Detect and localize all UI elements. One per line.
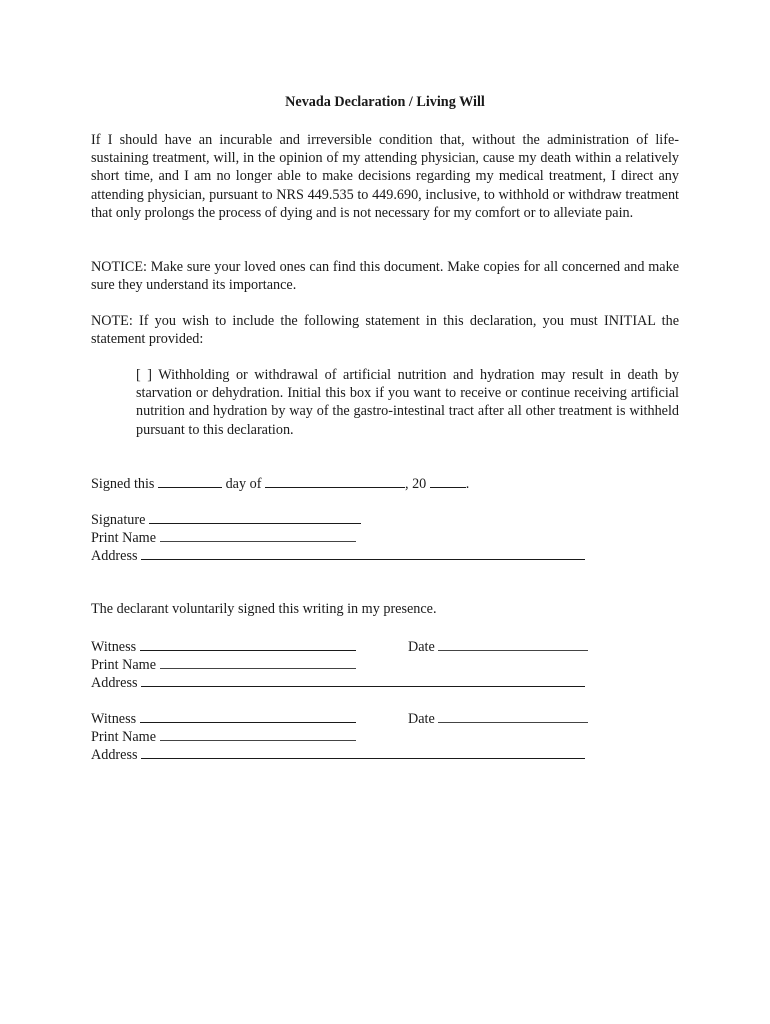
witness-1-signature-blank[interactable] <box>140 637 356 651</box>
print-name-label: Print Name <box>91 729 157 745</box>
document-title: Nevada Declaration / Living Will <box>285 94 485 110</box>
witness-label: Witness <box>91 711 137 727</box>
notice-paragraph: NOTICE: Make sure your loved ones can find this document. Make copies for all concerned and make sure they understand its importance. <box>91 259 679 294</box>
witness-2-print-name-line <box>91 727 356 746</box>
address-line <box>91 546 585 565</box>
address-blank[interactable] <box>141 546 585 560</box>
print-name-blank[interactable] <box>160 528 356 542</box>
witness-1-date-blank[interactable] <box>438 637 588 651</box>
signature-blank[interactable] <box>149 510 361 524</box>
print-name-label: Print Name <box>91 530 157 546</box>
witness-2-signature-blank[interactable] <box>140 709 356 723</box>
address-label: Address <box>91 548 138 564</box>
date-label: Date <box>408 639 435 655</box>
day-of-label: day of <box>225 476 262 492</box>
witness-2-line <box>91 709 356 728</box>
witness-2-date-blank[interactable] <box>438 709 588 723</box>
witness-statement: The declarant voluntarily signed this writing in my presence. <box>91 601 437 617</box>
year-blank[interactable] <box>430 474 466 488</box>
intro-paragraph: If I should have an incurable and irreversible condition that, without the administration of life-sustaining treatment, will, in the opinion of my attending physician, cause my death within a relatively short time, and I am no longer able to make decisions regarding my medical treatment, I direct any attending physician, pursuant to NRS 449.535 to 449.690, inclusive, to withhold or withdraw treatment that only prolongs the process of dying and is not necessary for my comfort or to alleviate pain. <box>91 132 679 221</box>
print-name-label: Print Name <box>91 657 157 673</box>
witness-label: Witness <box>91 639 137 655</box>
address-label: Address <box>91 675 138 691</box>
day-blank[interactable] <box>158 474 222 488</box>
witness-2-address-line <box>91 745 585 764</box>
signed-date-line <box>91 474 469 493</box>
signed-this-label: Signed this <box>91 476 155 492</box>
witness-2-print-name-blank[interactable] <box>160 727 356 741</box>
address-label: Address <box>91 747 138 763</box>
witness-1-line <box>91 637 356 656</box>
witness-1-print-name-blank[interactable] <box>160 655 356 669</box>
month-blank[interactable] <box>265 474 405 488</box>
signature-label: Signature <box>91 512 146 528</box>
period-label: . <box>465 476 470 492</box>
witness-2-date-line <box>408 709 588 728</box>
nutrition-statement: [ ] Withholding or withdrawal of artificial nutrition and hydration may result in death by starvation or dehydration. Initial this box if you want to receive or continue receiving artificial nutrition and hydration by way of the gastro-intestinal tract after all other treatment is withheld pursuant to this declaration. <box>136 367 679 438</box>
witness-1-address-line <box>91 673 585 692</box>
comma-20-label: , 20 <box>404 476 427 492</box>
note-paragraph: NOTE: If you wish to include the following statement in this declaration, you must INITIAL the statement provided: <box>91 313 679 348</box>
witness-1-address-blank[interactable] <box>141 673 585 687</box>
witness-2-address-blank[interactable] <box>141 745 585 759</box>
print-name-line <box>91 528 356 547</box>
witness-1-print-name-line <box>91 655 356 674</box>
date-label: Date <box>408 711 435 727</box>
signature-line <box>91 510 361 529</box>
witness-1-date-line <box>408 637 588 656</box>
